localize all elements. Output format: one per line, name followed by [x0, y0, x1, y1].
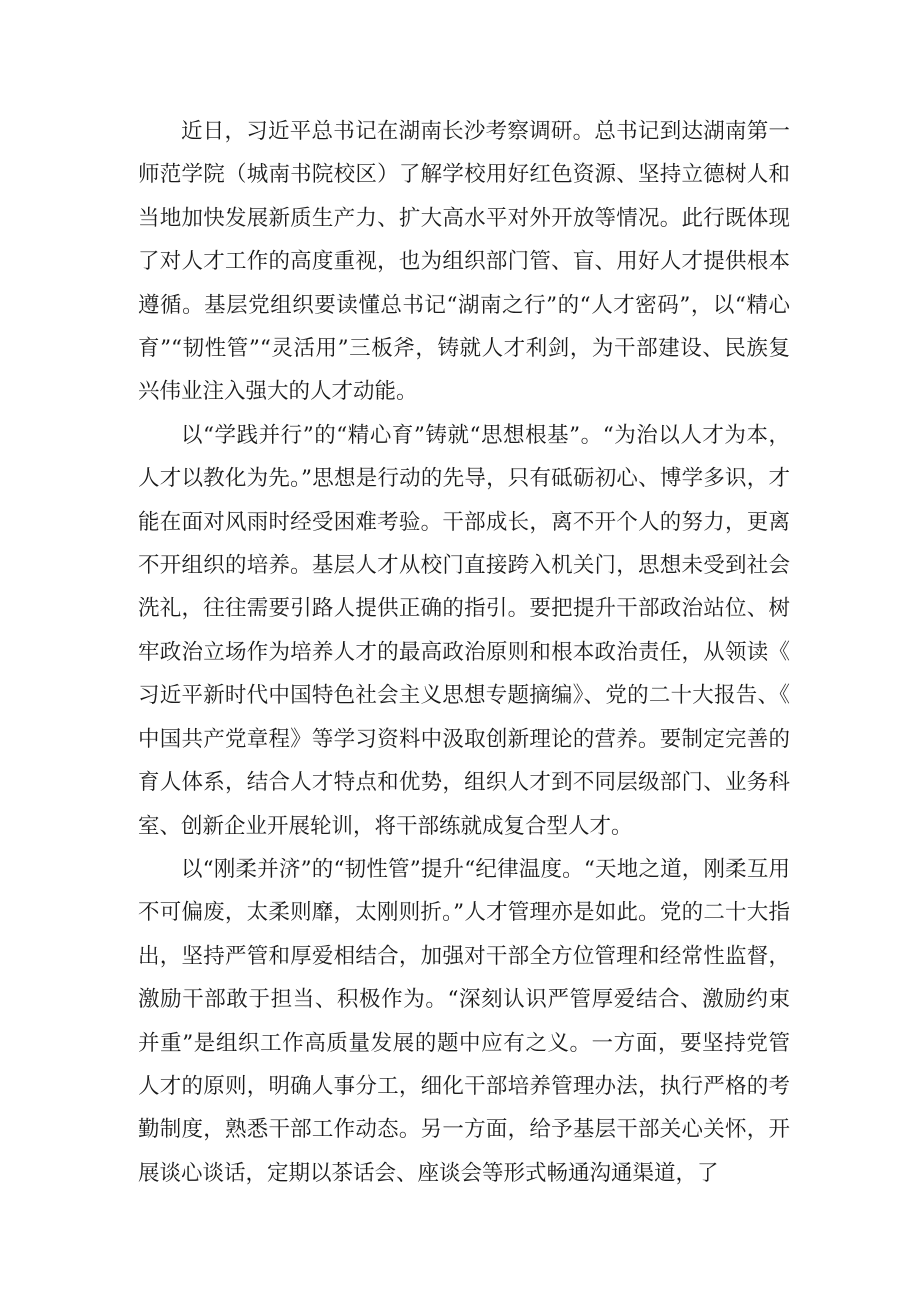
- article-body: [138, 110, 790, 1195]
- paragraph-cultivate: 以“学践并行”的“精心育”铸就“思想根基”。“为治以人才为本，人才以教化为先。”思想是行动的先导，只有砥砺初心、博学多识，才能在面对风雨时经受困难考验。干部成长，离不开个人的努力，更离不开组织的培养。基层人才从校门直接跨入机关门，思想未受到社会洗礼，往往需要引路人提供正确的指引。要把提升干部政治站位、树牢政治立场作为培养人才的最高政治原则和根本政治责任，从领读《习近平新时代中国特色社会主义思想专题摘编》、党的二十大报告、《中国共产党章程》等学习资料中汲取创新理论的营养。要制定完善的育人体系，结合人才特点和优势，组织人才到不同层级部门、业务科室、创新企业开展轮训，将干部练就成复合型人才。: [138, 422, 790, 839]
- paragraph-intro: 近日，习近平总书记在湖南长沙考察调研。总书记到达湖南第一师范学院（城南书院校区）了解学校用好红色资源、坚持立德树人和当地加快发展新质生产力、扩大高水平对外开放等情况。此行既体现了对人才工作的高度重视，也为组织部门管、盲、用好人才提供根本遵循。基层党组织要读懂总书记“湖南之行”的“人才密码”，以“精心育”“韧性管”“灵活用”三板斧，铸就人才利剑，为干部建设、民族复兴伟业注入强大的人才动能。: [138, 119, 790, 405]
- paragraph-manage: 以“刚柔并济”的“韧性管”提升“纪律温度。“天地之道，刚柔互用不可偏废，太柔则靡，太刚则折。”人才管理亦是如此。党的二十大指出，坚持严管和厚爱相结合，加强对干部全方位管理和经常性监督，激励干部敢于担当、积极作为。“深刻认识严管厚爱结合、激励约束并重”是组织工作高质量发展的题中应有之义。一方面，要坚持党管人才的原则，明确人事分工，细化干部培养管理办法，执行严格的考勤制度，熟悉干部工作动态。另一方面，给予基层干部关心关怀，开展谈心谈话，定期以茶话会、座谈会等形式畅通沟通渠道，了: [138, 856, 790, 1186]
